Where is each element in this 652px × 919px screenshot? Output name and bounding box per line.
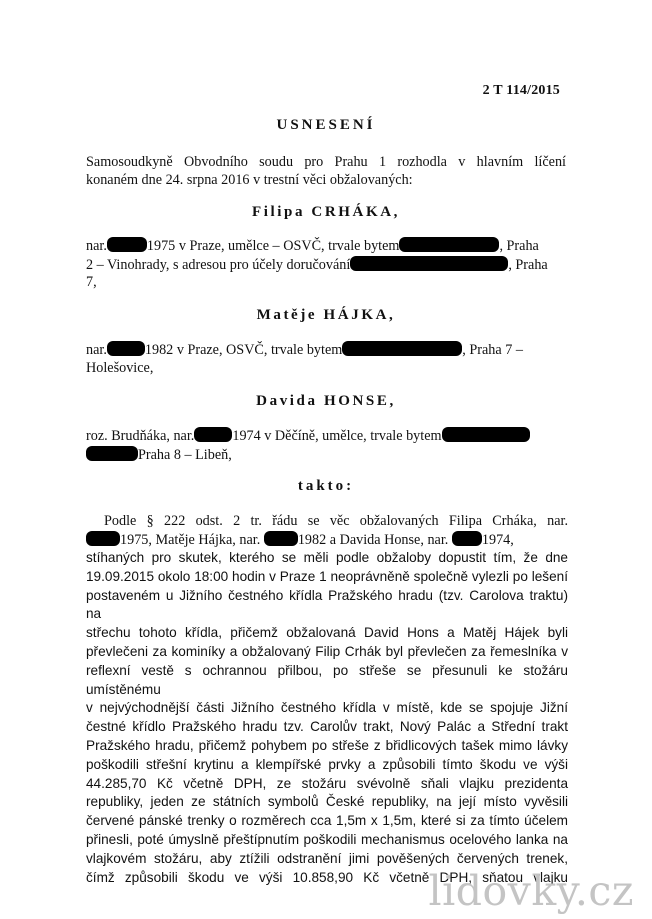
body-line: v nejvýchodnější části Jižního čestného křídla v místě, kde se spojuje Jižní xyxy=(86,700,568,716)
body-line: republiky, jeden ze státních symbolů České republiky, na její místo vyvěsili xyxy=(86,794,568,810)
watermark-logo: lidovky.cz xyxy=(428,867,634,915)
body-line: 44.285,70 Kč včetně DPH, ze stožáru svévolně sňali vlajku prezidenta xyxy=(86,775,568,791)
text-segment: nar. xyxy=(86,238,107,254)
body-line: postaveném u Jižního čestného křídla Pražského hradu (tzv. Carolova traktu) na xyxy=(86,587,568,622)
defendant-details xyxy=(86,341,566,377)
takto-heading: takto: xyxy=(297,478,355,494)
body-line: přinesli, poté úmyslně přeštípnutím poškodili mechanismus ocelového lanka na xyxy=(86,831,568,847)
text-segment: 2 – Vinohrady, s adresou pro účely doručování xyxy=(86,256,351,273)
redaction-bar xyxy=(350,256,508,271)
text-segment: Praha 8 – Libeň, xyxy=(138,446,232,463)
text-segment: 1982 a Davida Honse, nar. xyxy=(297,531,449,548)
redaction-bar xyxy=(86,531,120,546)
body-line: čestné křídlo Pražského hradu tzv. Carolův trakt, Nový Palác a Střední trakt xyxy=(86,719,568,735)
redaction-bar xyxy=(442,427,530,442)
redaction-bar xyxy=(86,446,138,461)
defendant-name: Filipa CRHÁKA, xyxy=(251,204,401,220)
redaction-bar xyxy=(194,427,232,442)
text-segment: nar. xyxy=(86,342,107,358)
body-line: Pražského hradu, přičemž pohybem po střeše z břidlicových tašek mimo lávky xyxy=(86,737,568,753)
defendant-name: Matěje HÁJKA, xyxy=(256,307,396,323)
body-line: střechu tohoto křídla, přičemž obžalovaná David Hons a Matěj Hájek byli xyxy=(86,625,568,641)
body-line: vlajkovém stožáru, aby ztížili odstranění jimi pověšených červených trenek, xyxy=(86,850,568,866)
text-segment: , Praha 7 – xyxy=(462,342,523,358)
redaction-bar xyxy=(107,341,145,356)
redaction-bar xyxy=(264,531,298,546)
body-line: červené pánské trenky o rozměrech cca 1,5m x 1,5m, které si za tímto účelem xyxy=(86,813,568,829)
text-segment: , Praha xyxy=(508,256,548,273)
text-segment: 7, xyxy=(86,274,97,290)
body-line: reflexní vestě s ochrannou přilbou, po střeše se přesunuli ke stožáru umístěnému xyxy=(86,662,568,697)
text-segment: 1975 v Praze, umělce – OSVČ, trvale bytem xyxy=(146,238,400,254)
case-number: 2 T 114/2015 xyxy=(482,83,560,98)
ruling-paragraph xyxy=(86,513,568,887)
intro-line: konaném dne 24. srpna 2016 v trestní věci obžalovaných: xyxy=(86,171,413,188)
defendant-details xyxy=(86,237,566,292)
text-segment: , Praha xyxy=(499,238,539,254)
redaction-bar xyxy=(452,531,482,546)
text-segment: 1974, xyxy=(481,531,514,548)
body-line: stíhaných pro skutek, kterého se měli podle obžaloby dopustit tím, že dne xyxy=(86,550,568,565)
intro-line: Samosoudkyně Obvodního soudu pro Prahu 1 rozhodla v hlavním líčení xyxy=(86,154,566,170)
body-line: čímž způsobili škodu ve výši 10.858,90 Kč včetně DPH, sňatou vlajku xyxy=(86,869,568,885)
text-segment: roz. Brudňáka, nar. xyxy=(86,428,195,444)
body-line: 19.09.2015 okolo 18:00 hodin v Praze 1 neoprávněně společně vylezli po lešení xyxy=(86,568,568,584)
document-title: USNESENÍ xyxy=(276,117,376,133)
redaction-bar xyxy=(399,237,499,252)
redaction-bar xyxy=(342,341,462,356)
body-line: převlečeni za kominíky a obžalovaný Filip Crhák byl převlečen za řemeslníka v xyxy=(86,643,568,659)
intro-paragraph xyxy=(86,154,566,189)
redaction-bar xyxy=(107,237,147,252)
text-segment: 1982 v Praze, OSVČ, trvale bytem xyxy=(144,342,343,358)
body-line: poškodili střešní krytinu a klempířské prvky a způsobili tímto škodu ve výši xyxy=(86,756,568,772)
body-line: Podle § 222 odst. 2 tr. řádu se věc obžalovaných Filipa Crháka, nar. xyxy=(104,513,568,529)
text-segment: 1975, Matěje Hájka, nar. xyxy=(120,531,261,548)
text-segment: Holešovice, xyxy=(86,359,154,376)
defendant-name: Davida HONSE, xyxy=(256,393,396,409)
defendant-details xyxy=(86,427,566,464)
text-segment: 1974 v Děčíně, umělce, trvale bytem xyxy=(232,428,442,444)
